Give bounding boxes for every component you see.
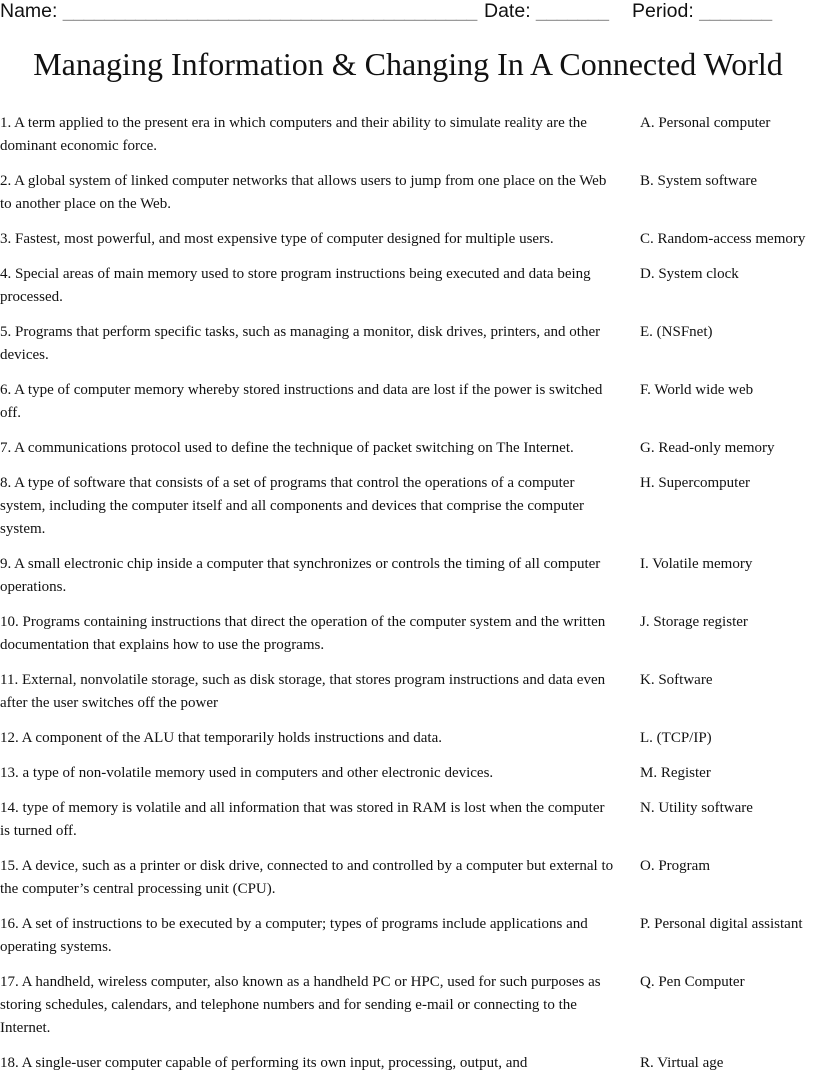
- matching-row: [0, 913, 816, 959]
- question-text: 7. A communications protocol used to define the technique of packet switching on The Internet.: [0, 440, 574, 456]
- matching-row: [0, 263, 816, 309]
- answer-option: M. Register: [640, 765, 711, 781]
- matching-row: [0, 855, 816, 901]
- matching-row: [0, 228, 816, 251]
- matching-row: [0, 170, 816, 216]
- answer-option: I. Volatile memory: [640, 556, 753, 572]
- period-label: Period:: [632, 0, 694, 22]
- question-text: 8. A type of software that consists of a set of programs that control the operations of a computer system, including the computer itself and all components and devices that comprise the computer system.: [0, 475, 585, 537]
- matching-row: [0, 1052, 816, 1075]
- matching-row: [0, 611, 816, 657]
- answer-option: F. World wide web: [640, 382, 754, 398]
- matching-row: [0, 669, 816, 715]
- worksheet-header: [0, 0, 816, 22]
- answer-option: B. System software: [640, 173, 758, 189]
- question-text: 9. A small electronic chip inside a computer that synchronizes or controls the timing of all computer operations.: [0, 556, 601, 595]
- matching-row: [0, 971, 816, 1040]
- question-text: 2. A global system of linked computer networks that allows users to jump from one place on the Web to another place on the Web.: [0, 173, 607, 212]
- question-text: 10. Programs containing instructions that direct the operation of the computer system and the written documentation that explains how to use the programs.: [0, 614, 606, 653]
- matching-list: [0, 112, 816, 1087]
- question-text: 4. Special areas of main memory used to store program instructions being executed and data being processed.: [0, 266, 591, 305]
- matching-row: [0, 112, 816, 158]
- question-text: 14. type of memory is volatile and all information that was stored in RAM is lost when the computer is turned off.: [0, 800, 605, 839]
- question-text: 6. A type of computer memory whereby stored instructions and data are lost if the power is switched off.: [0, 382, 603, 421]
- matching-row: [0, 727, 816, 750]
- answer-option: E. (NSFnet): [640, 324, 713, 340]
- answer-option: C. Random-access memory: [640, 231, 806, 247]
- matching-row: [0, 553, 816, 599]
- question-text: 15. A device, such as a printer or disk drive, connected to and controlled by a computer but external to the computer’s central processing unit (CPU).: [0, 858, 614, 897]
- date-label: Date:: [484, 0, 531, 22]
- question-text: 11. External, nonvolatile storage, such as disk storage, that stores program instructions and data even after the user switches off the power: [0, 672, 606, 711]
- matching-row: [0, 379, 816, 425]
- answer-option: G. Read-only memory: [640, 440, 775, 456]
- question-text: 5. Programs that perform specific tasks, such as managing a monitor, disk drives, printers, and other devices.: [0, 324, 601, 363]
- answer-option: P. Personal digital assistant: [640, 916, 803, 932]
- question-text: 17. A handheld, wireless computer, also known as a handheld PC or HPC, used for such purposes as storing schedules, calendars, and telephone numbers and for sending e-mail or connecting to the Internet.: [0, 974, 601, 1036]
- answer-option: J. Storage register: [640, 614, 748, 630]
- matching-row: [0, 797, 816, 843]
- answer-option: L. (TCP/IP): [640, 730, 712, 746]
- answer-option: R. Virtual age: [640, 1055, 724, 1071]
- question-text: 1. A term applied to the present era in which computers and their ability to simulate reality are the dominant economic force.: [0, 115, 587, 154]
- question-text: 3. Fastest, most powerful, and most expensive type of computer designed for multiple users.: [0, 231, 554, 247]
- answer-option: O. Program: [640, 858, 710, 874]
- period-field[interactable]: [632, 0, 772, 22]
- name-label: Name:: [0, 0, 58, 22]
- page-title: Managing Information & Changing In A Connected World: [33, 46, 783, 82]
- period-blank[interactable]: _______: [699, 0, 772, 22]
- question-text: 18. A single-user computer capable of performing its own input, processing, output, and: [0, 1055, 528, 1071]
- name-blank[interactable]: ________________________________________: [62, 0, 477, 22]
- matching-row: [0, 321, 816, 367]
- question-text: 12. A component of the ALU that temporarily holds instructions and data.: [0, 730, 443, 746]
- answer-option: K. Software: [640, 672, 713, 688]
- answer-option: N. Utility software: [640, 800, 753, 816]
- date-field[interactable]: [484, 0, 608, 22]
- answer-option: H. Supercomputer: [640, 475, 750, 491]
- answer-option: A. Personal computer: [640, 115, 771, 131]
- answer-option: D. System clock: [640, 266, 739, 282]
- matching-row: [0, 762, 816, 785]
- question-text: 13. a type of non-volatile memory used in computers and other electronic devices.: [0, 765, 494, 781]
- question-text: 16. A set of instructions to be executed by a computer; types of programs include applications and operating systems.: [0, 916, 588, 955]
- date-blank[interactable]: _______: [536, 0, 609, 22]
- matching-row: [0, 437, 816, 460]
- matching-row: [0, 472, 816, 541]
- name-field[interactable]: [0, 0, 477, 22]
- answer-option: Q. Pen Computer: [640, 974, 745, 990]
